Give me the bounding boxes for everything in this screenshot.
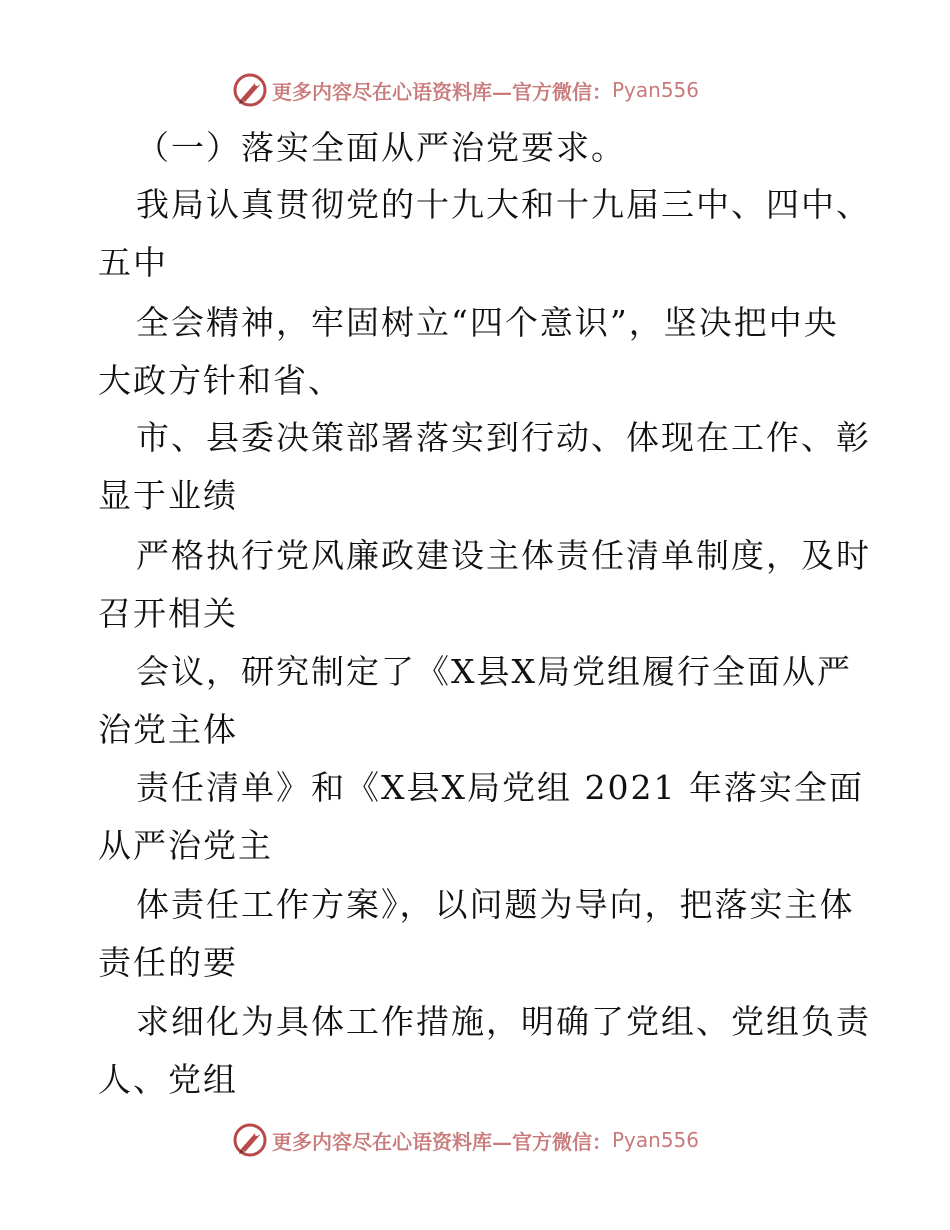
text-line: 我局认真贯彻党的十九大和十九届三中、四中、 <box>136 185 871 224</box>
text-line: 治党主体 <box>98 710 238 749</box>
text-line: 显于业绩 <box>98 476 238 515</box>
text-line: 从严治党主 <box>98 826 273 865</box>
text-line: 大政方针和省、 <box>98 361 343 400</box>
text-line: 责任的要 <box>98 943 238 982</box>
text-line: 会议，研究制定了《X县X局党组履行全面从严 <box>136 652 852 691</box>
watermark-wechat-id: Pyan556 <box>612 1128 700 1152</box>
watermark-wechat-id: Pyan556 <box>612 78 700 102</box>
pen-logo-icon <box>232 1122 268 1158</box>
text-line: 责任清单》和《X县X局党组 2021 年落实全面 <box>136 768 864 807</box>
text-line: 严格执行党风廉政建设主体责任清单制度，及时 <box>136 536 871 575</box>
text-line: 市、县委决策部署落实到行动、体现在工作、彰 <box>136 418 871 457</box>
text-line: 全会精神，牢固树立“四个意识”，坚决把中央 <box>136 303 839 342</box>
section-heading: （一）落实全面从严治党要求。 <box>136 128 626 167</box>
text-line: 体责任工作方案》，以问题为导向，把落实主体 <box>136 885 855 924</box>
pen-logo-icon <box>232 72 268 108</box>
footer-watermark <box>232 1120 699 1160</box>
watermark-text: 更多内容尽在心语资料库—官方微信： <box>272 79 612 104</box>
text-line: 五中 <box>98 243 168 282</box>
watermark-text: 更多内容尽在心语资料库—官方微信： <box>272 1129 612 1154</box>
text-line: 召开相关 <box>98 594 238 633</box>
text-line: 人、党组 <box>98 1060 238 1099</box>
header-watermark <box>232 70 699 110</box>
text-line: 求细化为具体工作措施，明确了党组、党组负责 <box>136 1002 871 1041</box>
